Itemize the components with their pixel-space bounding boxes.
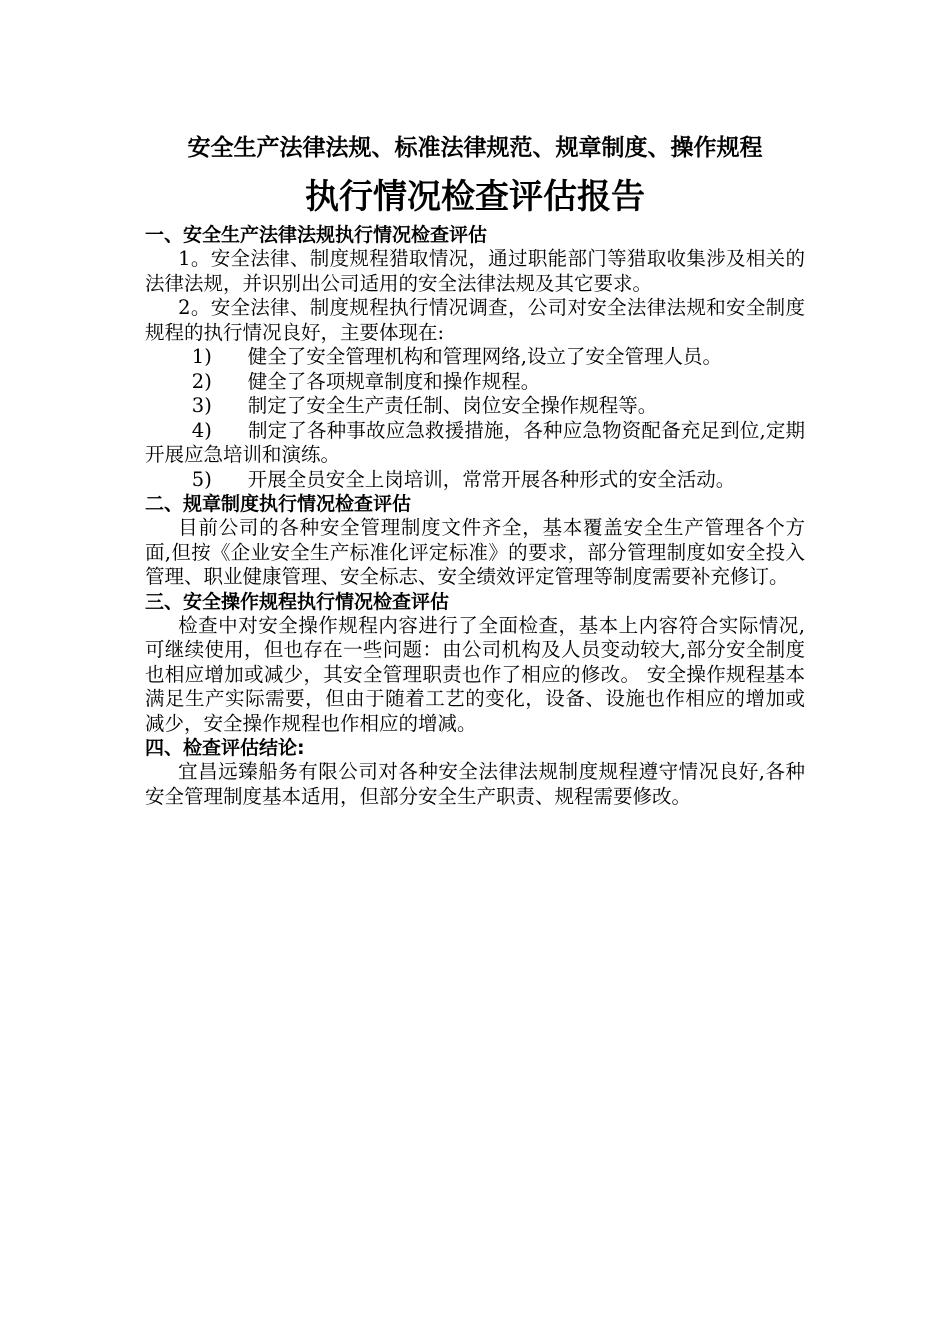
paragraph: 检查中对安全操作规程内容进行了全面检查，基本上内容符合实际情况,可继续使用，但也存在一些问题：由公司机构及人员变动较大,部分安全制度也相应增加或减少，其安全管理职责也作了相应的修改。 安全操作规程基本满足生产实际需要，但由于随着工艺的变化，设备、设施也作相应的增加或减少，安全操作规程也作相应的增减。 (145, 613, 805, 735)
list-item-text: 制定了各种事故应急救援措施，各种应急物资配备充足到位,定期开展应急培训和演练。 (145, 418, 805, 466)
list-item-number: 4) (191, 418, 212, 442)
list-item-text: 健全了安全管理机构和管理网络,设立了安全管理人员。 (247, 345, 722, 368)
list-item (145, 419, 805, 468)
list-item-text: 开展全员安全上岗培训，常常开展各种形式的安全活动。 (247, 467, 736, 491)
list-item-text: 健全了各项规章制度和操作规程。 (247, 369, 541, 393)
document-subtitle: 安全生产法律法规、标准法律规范、规章制度、操作规程 (187, 135, 763, 161)
list-item-number: 2) (191, 369, 212, 393)
section-1 (145, 223, 805, 492)
document-body (145, 131, 805, 809)
list-item-number: 1) (191, 345, 212, 368)
section-heading: 二、规章制度执行情况检查评估 (145, 493, 412, 515)
section-heading: 一、安全生产法律法规执行情况检查评估 (145, 224, 488, 246)
section-2 (145, 492, 805, 590)
list-item (145, 468, 805, 493)
list-item (145, 345, 805, 370)
list-item-number: 5) (191, 467, 212, 491)
paragraph: 1。安全法律、制度规程猎取情况，通过职能部门等猎取收集涉及相关的法律法规，并识别出公司适用的安全法律法规及其它要求。 (145, 247, 805, 295)
paragraph: 宜昌远臻船务有限公司对各种安全法律法规制度规程遵守情况良好,各种安全管理制度基本适用，但部分安全生产职责、规程需要修改。 (145, 760, 805, 808)
section-heading: 四、检查评估结论: (145, 737, 305, 759)
paragraph: 2。安全法律、制度规程执行情况调查，公司对安全法律法规和安全制度规程的执行情况良好，主要体现在: (145, 296, 805, 344)
list-item (145, 370, 805, 395)
section-3 (145, 590, 805, 737)
section-heading: 三、安全操作规程执行情况检查评估 (145, 590, 450, 613)
list-item (145, 394, 805, 419)
document-title: 执行情况检查评估报告 (305, 177, 645, 217)
list-item-text: 制定了安全生产责任制、岗位安全操作规程等。 (247, 394, 658, 417)
section-4 (145, 736, 805, 809)
list-item-number: 3) (191, 394, 212, 417)
paragraph: 目前公司的各种安全管理制度文件齐全，基本覆盖安全生产管理各个方面,但按《企业安全生产标准化评定标准》的要求，部分管理制度如安全投入管理、职业健康管理、安全标志、安全绩效评定管理等制度需要补充修订。 (145, 516, 805, 588)
